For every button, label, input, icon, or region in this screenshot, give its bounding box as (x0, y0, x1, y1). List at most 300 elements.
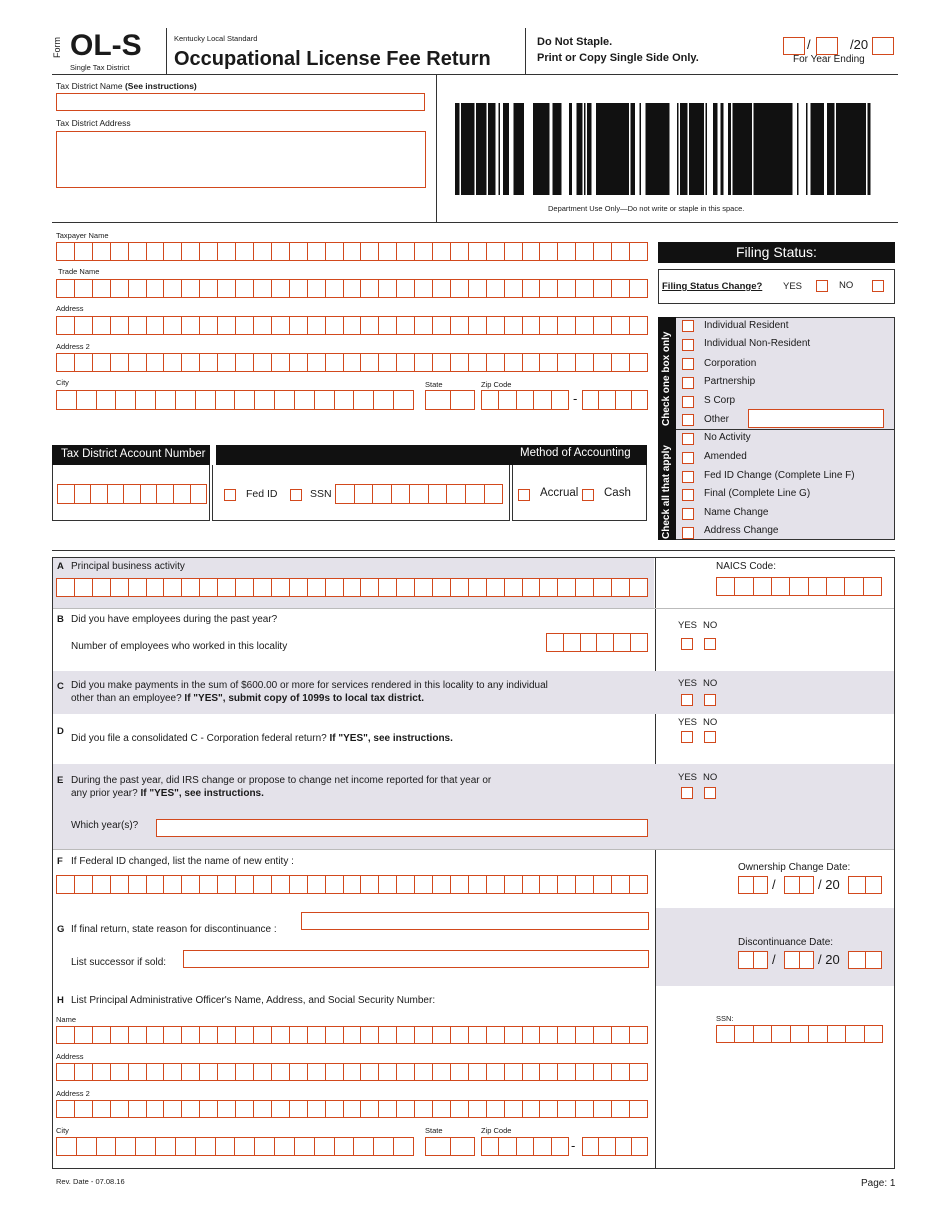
comb-cell[interactable] (613, 634, 630, 651)
comb-cell[interactable] (551, 1138, 568, 1155)
comb-cell[interactable] (378, 579, 396, 596)
comb-cell[interactable] (181, 1027, 199, 1043)
comb-cell[interactable] (271, 579, 289, 596)
comb-cell[interactable] (110, 280, 128, 297)
comb-cell[interactable] (450, 317, 468, 334)
comb-cell[interactable] (181, 579, 199, 596)
other-checkbox[interactable] (682, 414, 694, 426)
comb-cell[interactable] (414, 317, 432, 334)
comb-cell[interactable] (522, 354, 540, 371)
comb-cell[interactable] (373, 391, 393, 409)
comb-cell[interactable] (428, 485, 447, 503)
comb-cell[interactable] (450, 876, 468, 893)
comb-cell[interactable] (522, 579, 540, 596)
comb-cell[interactable] (482, 1138, 498, 1155)
comb-cell[interactable] (396, 1064, 414, 1080)
comb-cell[interactable] (396, 1027, 414, 1043)
comb-cell[interactable] (593, 317, 611, 334)
comb-cell[interactable] (294, 391, 314, 409)
comb-cell[interactable] (516, 1138, 533, 1155)
comb-cell[interactable] (57, 1101, 74, 1117)
comb-cell[interactable] (110, 1064, 128, 1080)
comb-cell[interactable] (611, 1064, 629, 1080)
ownership-day-input[interactable] (784, 876, 814, 894)
comb-cell[interactable] (593, 1064, 611, 1080)
comb-cell[interactable] (199, 243, 217, 260)
comb-cell[interactable] (74, 485, 91, 503)
comb-cell[interactable] (289, 876, 307, 893)
comb-cell[interactable] (378, 354, 396, 371)
comb-cell[interactable] (92, 280, 110, 297)
comb-cell[interactable] (254, 391, 274, 409)
comb-cell[interactable] (372, 485, 391, 503)
comb-cell[interactable] (307, 1027, 325, 1043)
comb-cell[interactable] (771, 1026, 789, 1042)
comb-cell[interactable] (596, 634, 613, 651)
comb-cell[interactable] (163, 243, 181, 260)
comb-cell[interactable] (135, 1138, 155, 1155)
comb-cell[interactable] (253, 243, 271, 260)
comb-cell[interactable] (163, 1101, 181, 1117)
comb-cell[interactable] (450, 1064, 468, 1080)
comb-cell[interactable] (611, 243, 629, 260)
comb-cell[interactable] (486, 354, 504, 371)
comb-cell[interactable] (195, 1138, 215, 1155)
comb-cell[interactable] (539, 317, 557, 334)
comb-cell[interactable] (629, 1027, 647, 1043)
comb-cell[interactable] (110, 354, 128, 371)
comb-cell[interactable] (57, 1064, 74, 1080)
comb-cell[interactable] (235, 876, 253, 893)
comb-cell[interactable] (199, 317, 217, 334)
comb-cell[interactable] (325, 1064, 343, 1080)
comb-cell[interactable] (849, 877, 865, 893)
comb-cell[interactable] (551, 391, 568, 409)
comb-cell[interactable] (57, 317, 74, 334)
comb-cell[interactable] (504, 354, 522, 371)
comb-cell[interactable] (611, 354, 629, 371)
comb-cell[interactable] (468, 317, 486, 334)
comb-cell[interactable] (557, 1027, 575, 1043)
comb-cell[interactable] (575, 579, 593, 596)
fed-id-checkbox[interactable] (224, 489, 236, 501)
comb-cell[interactable] (486, 243, 504, 260)
comb-cell[interactable] (360, 280, 378, 297)
district-name-input[interactable] (56, 93, 425, 111)
new-entity-input[interactable] (56, 875, 648, 894)
comb-cell[interactable] (629, 579, 647, 596)
amended-checkbox[interactable] (682, 452, 694, 464)
question-d-yes-checkbox[interactable] (681, 731, 693, 743)
comb-cell[interactable] (325, 1101, 343, 1117)
comb-cell[interactable] (808, 578, 826, 595)
comb-cell[interactable] (486, 876, 504, 893)
comb-cell[interactable] (826, 578, 844, 595)
comb-cell[interactable] (563, 634, 580, 651)
comb-cell[interactable] (414, 1064, 432, 1080)
comb-cell[interactable] (343, 280, 361, 297)
question-e-no-checkbox[interactable] (704, 787, 716, 799)
comb-cell[interactable] (271, 317, 289, 334)
city-input[interactable] (56, 390, 414, 410)
comb-cell[interactable] (557, 317, 575, 334)
comb-cell[interactable] (123, 485, 140, 503)
comb-cell[interactable] (163, 354, 181, 371)
comb-cell[interactable] (289, 243, 307, 260)
question-b-yes-checkbox[interactable] (681, 638, 693, 650)
comb-cell[interactable] (146, 317, 164, 334)
comb-cell[interactable] (74, 280, 92, 297)
comb-cell[interactable] (57, 391, 76, 409)
comb-cell[interactable] (593, 1027, 611, 1043)
comb-cell[interactable] (615, 1138, 631, 1155)
comb-cell[interactable] (57, 1027, 74, 1043)
comb-cell[interactable] (486, 280, 504, 297)
comb-cell[interactable] (629, 243, 647, 260)
comb-cell[interactable] (611, 1027, 629, 1043)
comb-cell[interactable] (575, 280, 593, 297)
comb-cell[interactable] (334, 391, 354, 409)
comb-cell[interactable] (465, 485, 484, 503)
comb-cell[interactable] (74, 579, 92, 596)
comb-cell[interactable] (432, 579, 450, 596)
comb-cell[interactable] (156, 485, 173, 503)
comb-cell[interactable] (155, 391, 175, 409)
comb-cell[interactable] (426, 1138, 450, 1155)
district-address-input[interactable] (56, 131, 426, 188)
comb-cell[interactable] (611, 1101, 629, 1117)
comb-cell[interactable] (717, 1026, 734, 1042)
comb-cell[interactable] (486, 1027, 504, 1043)
comb-cell[interactable] (504, 243, 522, 260)
comb-cell[interactable] (393, 1138, 413, 1155)
comb-cell[interactable] (289, 579, 307, 596)
comb-cell[interactable] (235, 579, 253, 596)
comb-cell[interactable] (360, 317, 378, 334)
name-change-checkbox[interactable] (682, 508, 694, 520)
comb-cell[interactable] (146, 280, 164, 297)
comb-cell[interactable] (391, 485, 410, 503)
comb-cell[interactable] (325, 354, 343, 371)
comb-cell[interactable] (325, 1027, 343, 1043)
comb-cell[interactable] (253, 280, 271, 297)
comb-cell[interactable] (146, 876, 164, 893)
corporation-checkbox[interactable] (682, 358, 694, 370)
comb-cell[interactable] (146, 579, 164, 596)
comb-cell[interactable] (314, 1138, 334, 1155)
accrual-checkbox[interactable] (518, 489, 530, 501)
comb-cell[interactable] (181, 280, 199, 297)
comb-cell[interactable] (864, 1026, 882, 1042)
comb-cell[interactable] (334, 1138, 354, 1155)
comb-cell[interactable] (360, 579, 378, 596)
comb-cell[interactable] (199, 1064, 217, 1080)
comb-cell[interactable] (450, 243, 468, 260)
comb-cell[interactable] (307, 280, 325, 297)
comb-cell[interactable] (307, 579, 325, 596)
comb-cell[interactable] (575, 1101, 593, 1117)
comb-cell[interactable] (128, 579, 146, 596)
comb-cell[interactable] (175, 391, 195, 409)
comb-cell[interactable] (74, 1027, 92, 1043)
comb-cell[interactable] (629, 280, 647, 297)
comb-cell[interactable] (468, 1027, 486, 1043)
comb-cell[interactable] (128, 1027, 146, 1043)
comb-cell[interactable] (110, 1101, 128, 1117)
other-input[interactable] (748, 409, 884, 428)
comb-cell[interactable] (771, 578, 789, 595)
comb-cell[interactable] (57, 243, 74, 260)
comb-cell[interactable] (57, 1138, 76, 1155)
comb-cell[interactable] (426, 391, 450, 409)
comb-cell[interactable] (734, 578, 752, 595)
comb-cell[interactable] (504, 1027, 522, 1043)
comb-cell[interactable] (378, 243, 396, 260)
comb-cell[interactable] (343, 317, 361, 334)
comb-cell[interactable] (611, 579, 629, 596)
comb-cell[interactable] (432, 1064, 450, 1080)
comb-cell[interactable] (92, 1101, 110, 1117)
officer-ssn-input[interactable] (716, 1025, 883, 1043)
comb-cell[interactable] (217, 876, 235, 893)
comb-cell[interactable] (409, 485, 428, 503)
comb-cell[interactable] (446, 485, 465, 503)
comb-cell[interactable] (396, 1101, 414, 1117)
comb-cell[interactable] (717, 578, 734, 595)
comb-cell[interactable] (533, 391, 550, 409)
comb-cell[interactable] (155, 1138, 175, 1155)
comb-cell[interactable] (175, 1138, 195, 1155)
comb-cell[interactable] (849, 952, 865, 968)
comb-cell[interactable] (611, 876, 629, 893)
comb-cell[interactable] (235, 1064, 253, 1080)
ssn-checkbox[interactable] (290, 489, 302, 501)
comb-cell[interactable] (76, 1138, 96, 1155)
officer-address2-input[interactable] (56, 1100, 648, 1118)
comb-cell[interactable] (498, 391, 515, 409)
comb-cell[interactable] (753, 578, 771, 595)
comb-cell[interactable] (504, 1064, 522, 1080)
comb-cell[interactable] (128, 1064, 146, 1080)
comb-cell[interactable] (629, 876, 647, 893)
comb-cell[interactable] (396, 243, 414, 260)
comb-cell[interactable] (575, 876, 593, 893)
comb-cell[interactable] (539, 243, 557, 260)
comb-cell[interactable] (215, 391, 235, 409)
comb-cell[interactable] (789, 578, 807, 595)
comb-cell[interactable] (325, 280, 343, 297)
comb-cell[interactable] (396, 876, 414, 893)
comb-cell[interactable] (753, 877, 768, 893)
comb-cell[interactable] (115, 391, 135, 409)
comb-cell[interactable] (575, 317, 593, 334)
comb-cell[interactable] (468, 354, 486, 371)
comb-cell[interactable] (432, 280, 450, 297)
comb-cell[interactable] (575, 1027, 593, 1043)
comb-cell[interactable] (74, 1101, 92, 1117)
comb-cell[interactable] (516, 391, 533, 409)
comb-cell[interactable] (593, 579, 611, 596)
comb-cell[interactable] (181, 876, 199, 893)
comb-cell[interactable] (163, 579, 181, 596)
comb-cell[interactable] (307, 354, 325, 371)
comb-cell[interactable] (808, 1026, 826, 1042)
officer-city-input[interactable] (56, 1137, 414, 1156)
officer-name-input[interactable] (56, 1026, 648, 1044)
comb-cell[interactable] (583, 391, 598, 409)
state-input[interactable] (425, 390, 475, 410)
comb-cell[interactable] (504, 280, 522, 297)
comb-cell[interactable] (354, 485, 373, 503)
comb-cell[interactable] (199, 280, 217, 297)
comb-cell[interactable] (557, 280, 575, 297)
comb-cell[interactable] (378, 1101, 396, 1117)
comb-cell[interactable] (396, 317, 414, 334)
ownership-month-input[interactable] (738, 876, 768, 894)
comb-cell[interactable] (360, 876, 378, 893)
comb-cell[interactable] (593, 876, 611, 893)
filing-change-no-checkbox[interactable] (872, 280, 884, 292)
comb-cell[interactable] (522, 243, 540, 260)
comb-cell[interactable] (146, 354, 164, 371)
comb-cell[interactable] (146, 1027, 164, 1043)
comb-cell[interactable] (217, 1101, 235, 1117)
comb-cell[interactable] (799, 952, 814, 968)
comb-cell[interactable] (289, 1064, 307, 1080)
comb-cell[interactable] (468, 579, 486, 596)
comb-cell[interactable] (629, 354, 647, 371)
comb-cell[interactable] (181, 243, 199, 260)
comb-cell[interactable] (234, 391, 254, 409)
comb-cell[interactable] (181, 1064, 199, 1080)
comb-cell[interactable] (414, 280, 432, 297)
s-corp-checkbox[interactable] (682, 396, 694, 408)
comb-cell[interactable] (253, 354, 271, 371)
comb-cell[interactable] (396, 280, 414, 297)
comb-cell[interactable] (289, 280, 307, 297)
filing-change-yes-checkbox[interactable] (816, 280, 828, 292)
comb-cell[interactable] (217, 1027, 235, 1043)
comb-cell[interactable] (353, 391, 373, 409)
comb-cell[interactable] (593, 280, 611, 297)
officer-zip-input[interactable] (481, 1137, 569, 1156)
comb-cell[interactable] (128, 876, 146, 893)
cash-checkbox[interactable] (582, 489, 594, 501)
comb-cell[interactable] (450, 354, 468, 371)
comb-cell[interactable] (450, 1027, 468, 1043)
comb-cell[interactable] (486, 1064, 504, 1080)
address-change-checkbox[interactable] (682, 527, 694, 539)
account-number-input[interactable] (57, 484, 207, 504)
comb-cell[interactable] (343, 1064, 361, 1080)
comb-cell[interactable] (557, 243, 575, 260)
comb-cell[interactable] (468, 243, 486, 260)
comb-cell[interactable] (468, 876, 486, 893)
comb-cell[interactable] (611, 280, 629, 297)
comb-cell[interactable] (734, 1026, 752, 1042)
comb-cell[interactable] (74, 1064, 92, 1080)
comb-cell[interactable] (598, 1138, 614, 1155)
comb-cell[interactable] (539, 579, 557, 596)
comb-cell[interactable] (615, 391, 631, 409)
comb-cell[interactable] (307, 876, 325, 893)
comb-cell[interactable] (128, 317, 146, 334)
comb-cell[interactable] (271, 243, 289, 260)
comb-cell[interactable] (432, 1101, 450, 1117)
comb-cell[interactable] (128, 354, 146, 371)
comb-cell[interactable] (343, 243, 361, 260)
comb-cell[interactable] (522, 1064, 540, 1080)
comb-cell[interactable] (92, 1027, 110, 1043)
comb-cell[interactable] (58, 485, 74, 503)
comb-cell[interactable] (504, 876, 522, 893)
comb-cell[interactable] (74, 354, 92, 371)
comb-cell[interactable] (629, 1101, 647, 1117)
comb-cell[interactable] (128, 243, 146, 260)
comb-cell[interactable] (217, 354, 235, 371)
comb-cell[interactable] (253, 1064, 271, 1080)
comb-cell[interactable] (414, 876, 432, 893)
comb-cell[interactable] (790, 1026, 808, 1042)
comb-cell[interactable] (593, 1101, 611, 1117)
comb-cell[interactable] (522, 280, 540, 297)
comb-cell[interactable] (522, 1101, 540, 1117)
comb-cell[interactable] (557, 1064, 575, 1080)
comb-cell[interactable] (611, 317, 629, 334)
comb-cell[interactable] (96, 1138, 116, 1155)
comb-cell[interactable] (163, 876, 181, 893)
comb-cell[interactable] (414, 579, 432, 596)
comb-cell[interactable] (378, 280, 396, 297)
comb-cell[interactable] (378, 317, 396, 334)
comb-cell[interactable] (74, 876, 92, 893)
comb-cell[interactable] (557, 876, 575, 893)
comb-cell[interactable] (57, 354, 74, 371)
comb-cell[interactable] (190, 485, 207, 503)
year-month-input[interactable] (783, 37, 805, 55)
comb-cell[interactable] (289, 1027, 307, 1043)
comb-cell[interactable] (135, 391, 155, 409)
comb-cell[interactable] (253, 876, 271, 893)
individual-nonresident-checkbox[interactable] (682, 339, 694, 351)
comb-cell[interactable] (378, 876, 396, 893)
comb-cell[interactable] (110, 1027, 128, 1043)
comb-cell[interactable] (92, 876, 110, 893)
comb-cell[interactable] (163, 317, 181, 334)
comb-cell[interactable] (76, 391, 96, 409)
comb-cell[interactable] (360, 1027, 378, 1043)
discontinuance-year-input[interactable] (848, 951, 882, 969)
comb-cell[interactable] (343, 1027, 361, 1043)
comb-cell[interactable] (629, 317, 647, 334)
comb-cell[interactable] (307, 243, 325, 260)
comb-cell[interactable] (253, 579, 271, 596)
comb-cell[interactable] (863, 578, 881, 595)
comb-cell[interactable] (254, 1138, 274, 1155)
comb-cell[interactable] (110, 317, 128, 334)
comb-cell[interactable] (450, 579, 468, 596)
comb-cell[interactable] (504, 317, 522, 334)
comb-cell[interactable] (533, 1138, 550, 1155)
comb-cell[interactable] (504, 579, 522, 596)
comb-cell[interactable] (630, 634, 647, 651)
comb-cell[interactable] (396, 579, 414, 596)
comb-cell[interactable] (486, 1101, 504, 1117)
comb-cell[interactable] (539, 1027, 557, 1043)
comb-cell[interactable] (468, 1101, 486, 1117)
comb-cell[interactable] (234, 1138, 254, 1155)
comb-cell[interactable] (583, 1138, 598, 1155)
